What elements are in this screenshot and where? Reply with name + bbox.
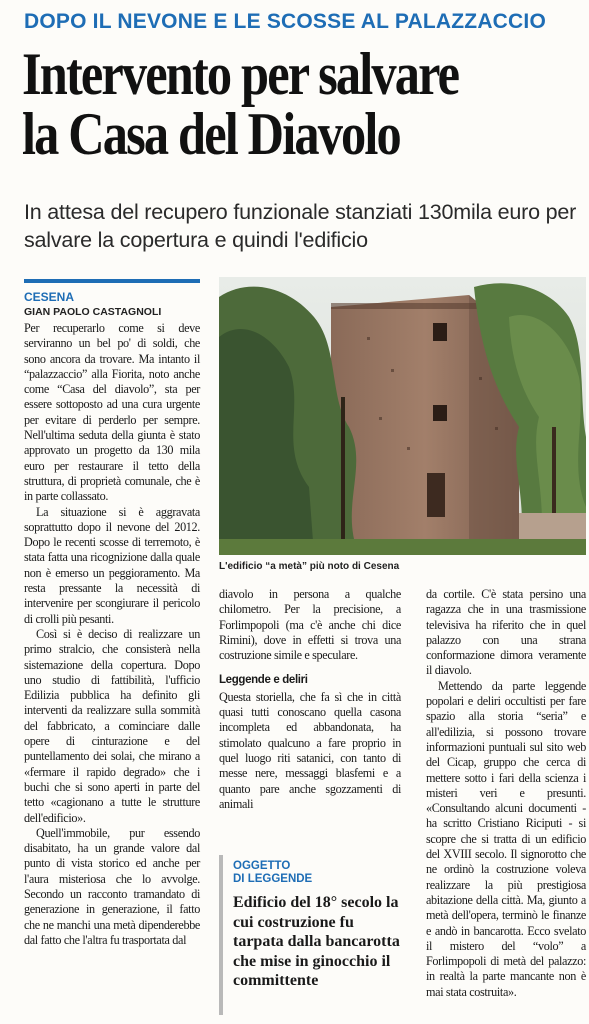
body-column-1 bbox=[24, 321, 200, 948]
body-column-2 bbox=[219, 587, 401, 812]
body-paragraph: Così si è deciso di realizzare un primo stralcio, che consisterà nella sistemazione della copertura. Dopo uno studio di fattibilità, l'ufficio Edilizia pubblica ha definito gli interventi da realizzare sulla sommità del fabbricato, a cominciare dalle opere di cinturazione e del puntellamento dei solai, che mirano a «fermare il rapido degrado» che i buchi che si sono aperti in parte del tetto «cagionano a tutte le strutture dell'edificio». bbox=[24, 626, 200, 825]
sidebar-box-label-line-2: DI LEGGENDE bbox=[233, 873, 313, 885]
body-column-3 bbox=[426, 587, 586, 1000]
sidebar-box bbox=[219, 855, 401, 1015]
sidebar-box-bar bbox=[219, 855, 223, 1015]
section-rule bbox=[24, 279, 200, 283]
dateline-place: CESENA bbox=[24, 290, 75, 304]
body-paragraph: diavolo in persona a qualche chilometro. Per la precisione, a Forlimpopoli (ma c'è anche chi dice Rimini), dove in effetti si trova una costruzione simile e speculare. bbox=[219, 587, 401, 663]
body-paragraph: La situazione si è aggravata soprattutto dopo il nevone del 2012. Dopo le recenti scosse di terremoto, è stata fatta una ricognizione dalla quale non è emerso un peggioramento. Ma resta pressante la necessità di intervenire per scongiurare il pericolo di crolli più pesanti. bbox=[24, 504, 200, 626]
sidebar-box-text: Edificio del 18° secolo la cui costruzione fu tarpata dalla bancarotta che mise in ginocchio il committente bbox=[233, 894, 400, 989]
body-paragraph: Questa storiella, che fa sì che in città quasi tutti conoscano quella casona incompleta ed abbandonata, ha stimolato qualcuno a fare proprio in quel luogo riti satanici, con tanto di messe nere, messaggi blasfemi e a quanto pare anche sgozzamenti di animali bbox=[219, 689, 401, 811]
section-subtitle: Leggende e deliri bbox=[219, 674, 308, 687]
castle-photo-image bbox=[219, 277, 586, 555]
headline-line-2: la Casa del Diavolo bbox=[22, 101, 400, 167]
body-paragraph: Per recuperarlo come si deve serviranno un bel po' di soldi, che sono ancora da trovare. Ma intanto il “palazzaccio” alla Fiorita, noto anche come “Casa del diavolo”, sta per essere sottoposto ad una cura urgente per evitare di perderlo per sempre. Nell'ultima seduta della giunta è stato approvato un progetto da 130 mila euro per restaurare il tetto della struttura, di proprietà comunale, che è in parte collassato. bbox=[24, 321, 200, 504]
body-paragraph: Mettendo da parte leggende popolari e deliri occultisti per fare spazio alla storia “seria” e all'edilizia, si possono trovare informazioni puntuali sul sito web del Cicap, gruppo che cerca di mettere sotto i fari della scienza i misteri veri e presunti. «Consultando alcuni documenti - ha scritto Cristiano Riciputi - si scopre che si tratta di un edificio del XVIII secolo. Il signorotto che ne ordinò la costruzione voleva realizzare la più prestigiosa abitazione della città. Ma, giunto a metà dell'opera, terminò le finanze e andò in bancarotta. Ecco svelato il mistero del “volo” a Forlimpopoli di metà del palazzo: in realtà la parte mancante non è mai stata costruita». bbox=[426, 678, 586, 999]
article-subheadline: In attesa del recupero funzionale stanziati 130mila euro per salvare la copertura e quindi l'edificio bbox=[24, 200, 577, 252]
photo-caption: L'edificio “a metà” più noto di Cesena bbox=[219, 561, 400, 572]
castle-photo bbox=[219, 277, 586, 555]
sidebar-box-label-line-1: OGGETTO bbox=[233, 860, 291, 872]
byline-author: GIAN PAOLO CASTAGNOLI bbox=[24, 306, 162, 318]
body-paragraph: da cortile. C'è stata persino una ragazza che in una trasmissione televisiva ha riferito che in quel palazzo con una strana conformazione dimora veramente il diavolo. bbox=[426, 587, 586, 678]
body-paragraph: Quell'immobile, pur essendo disabitato, ha un grande valore dal punto di vista storico ed anche per l'aura misteriosa che lo avvolge. Secondo un racconto tramandato di generazione in generazione, il fatto che ne manchi una metà dipenderebbe dal fatto che l'altra fu trasportata dal bbox=[24, 825, 200, 947]
article-headline bbox=[22, 41, 497, 167]
headline-line-1: Intervento per salvare bbox=[22, 41, 459, 107]
article-kicker: DOPO IL NEVONE E LE SCOSSE AL PALAZZACCIO bbox=[24, 10, 546, 33]
sidebar-box-label bbox=[233, 860, 312, 886]
